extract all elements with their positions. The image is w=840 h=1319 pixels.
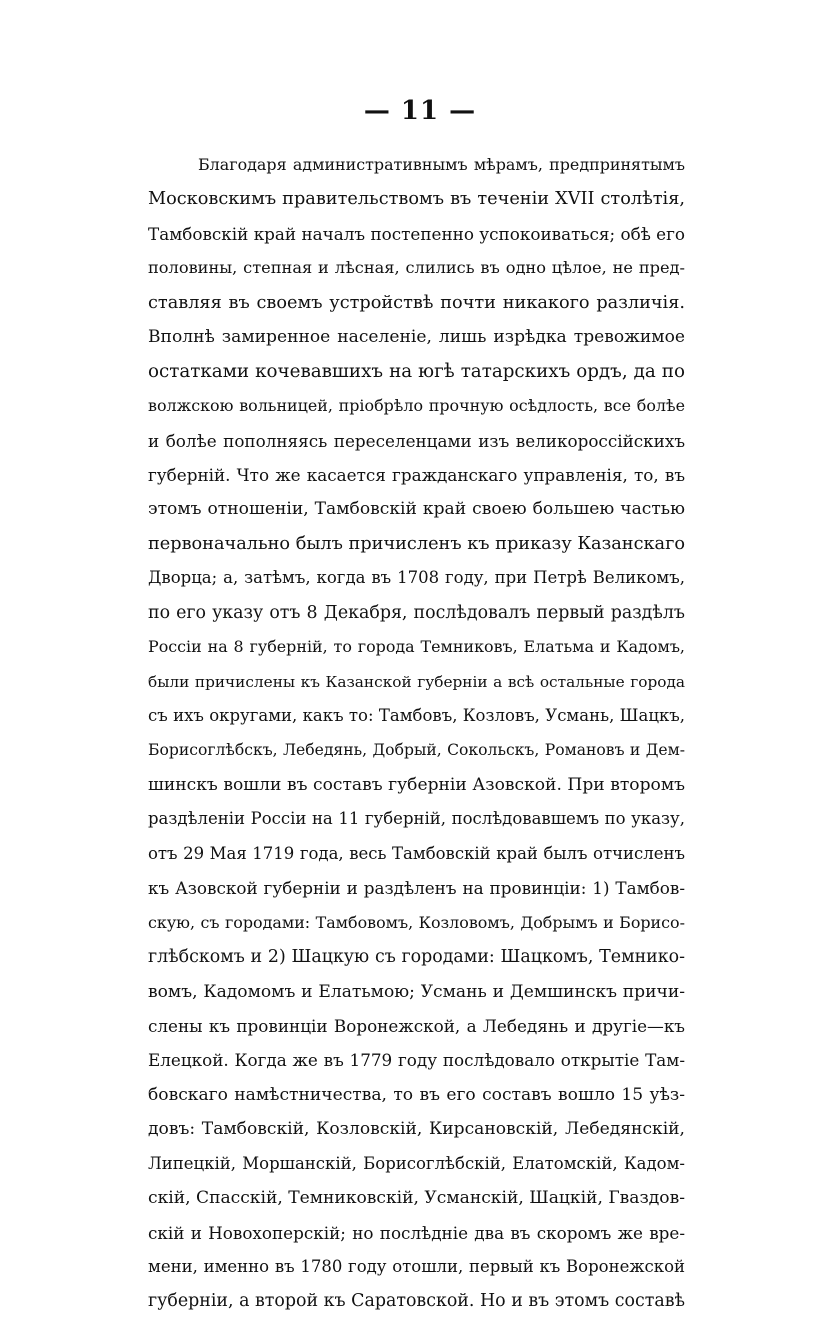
text-line: Вполнѣ замиренное населеніе, лишь изрѣдка тревожимое: [148, 327, 685, 348]
text-line: волжскою вольницей, пріобрѣло прочную осѣдлость, все болѣе: [148, 396, 685, 416]
text-line: и болѣе пополняясь переселенцами изъ великороссійскихъ: [148, 430, 685, 451]
text-line: съ ихъ округами, какъ то: Тамбовъ, Козловъ, Усмань, Шацкъ,: [148, 706, 685, 725]
text-line: слены къ провинціи Воронежской, а Лебедянь и другіе—къ: [148, 1015, 685, 1036]
text-line: скій, Спасскій, Темниковскій, Усманскій, Шацкій, Гваздов-: [148, 1188, 685, 1209]
text-line: глѣбскомъ и 2) Шацкую съ городами: Шацкомъ, Темнико-: [148, 947, 685, 968]
text-line: Борисоглѣбскъ, Лебедянь, Добрый, Сокольскъ, Романовъ и Дем-: [148, 741, 685, 760]
text-line: раздѣленіи Россіи на 11 губерній, послѣдовавшемъ по указу,: [148, 809, 685, 829]
text-line: Елецкой. Когда же въ 1779 году послѣдовало открытіе Там-: [148, 1050, 685, 1071]
text-line: были причислены къ Казанской губерніи а всѣ остальные города: [148, 672, 685, 691]
text-line: Тамбовскій край началъ постепенно успокоиваться; обѣ его: [148, 223, 685, 244]
text-line: довъ: Тамбовскій, Козловскій, Кирсановскій, Лебедянскій,: [148, 1119, 685, 1140]
text-line: ставляя въ своемъ устройствѣ почти никакого различія.: [148, 292, 685, 313]
text-line: скій и Новохоперскій; но послѣдніе два въ скоромъ же вре-: [148, 1222, 685, 1243]
page-number: — 11 —: [363, 96, 477, 126]
text-line: губерній. Что же касается гражданскаго управленія, то, въ: [148, 464, 685, 485]
text-line: Благодаря административнымъ мѣрамъ, предпринятымъ: [198, 155, 685, 174]
body-text: [148, 148, 685, 1319]
text-line: по его указу отъ 8 Декабря, послѣдовалъ первый раздѣлъ: [148, 602, 685, 623]
text-line: отъ 29 Мая 1719 года, весь Тамбовскій край былъ отчисленъ: [148, 843, 685, 863]
text-line: Дворца; а, затѣмъ, когда въ 1708 году, при Петрѣ Великомъ,: [148, 568, 685, 588]
text-line: губерніи, а второй къ Саратовской. Но и въ этомъ составѣ: [148, 1291, 685, 1312]
text-line: первоначально былъ причисленъ къ приказу Казанскаго: [148, 533, 685, 554]
text-line: Московскимъ правительствомъ въ теченіи XVII столѣтія,: [148, 189, 685, 210]
text-line: мени, именно въ 1780 году отошли, первый къ Воронежской: [148, 1257, 685, 1276]
text-line: шинскъ вошли въ составъ губерніи Азовской. При второмъ: [148, 774, 685, 795]
text-line: скую, съ городами: Тамбовомъ, Козловомъ, Добрымъ и Борисо-: [148, 912, 685, 932]
text-line: Россіи на 8 губерній, то города Темниковъ, Елатьма и Кадомъ,: [148, 637, 685, 657]
text-line: вомъ, Кадомомъ и Елатьмою; Усмань и Демшинскъ причи-: [148, 981, 685, 1002]
text-line: Липецкій, Моршанскій, Борисоглѣбскій, Елатомскій, Кадом-: [148, 1153, 685, 1173]
text-line: этомъ отношеніи, Тамбовскій край своею большею частью: [148, 499, 685, 520]
text-line: къ Азовской губерніи и раздѣленъ на провинціи: 1) Тамбов-: [148, 878, 685, 899]
text-line: бовскаго намѣстничества, то въ его составъ вошло 15 уѣз-: [148, 1084, 685, 1105]
text-line: остатками кочевавшихъ на югѣ татарскихъ ордъ, да по: [148, 360, 685, 382]
text-line: половины, степная и лѣсная, слились въ одно цѣлое, не пред-: [148, 258, 685, 278]
